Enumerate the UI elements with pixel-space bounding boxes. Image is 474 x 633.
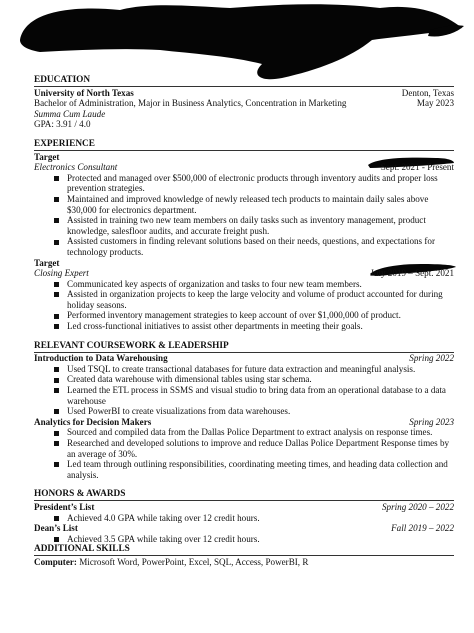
honor-row — [34, 502, 454, 513]
degree: Bachelor of Administration, Major in Business Analytics, Concentration in Marketing — [34, 98, 347, 109]
course-name: Introduction to Data Warehousing — [34, 353, 168, 364]
list-item: Maintained and improved knowledge of newly released tech products to maintain daily sales above $30,000 for electronics department. — [34, 194, 454, 215]
job-2 — [34, 258, 454, 332]
list-item: Created data warehouse with dimensional tables using star schema. — [34, 374, 454, 385]
list-item: Performed inventory management strategies to keep account of over $1,000,000 of product. — [34, 310, 454, 321]
school-name: University of North Texas — [34, 87, 134, 98]
list-item: Assisted in organization projects to keep the large velocity and volume of product accounted for during holiday seasons. — [34, 289, 454, 310]
list-item: Led cross-functional initiatives to assist other departments in meeting their goals. — [34, 321, 454, 332]
list-item: Achieved 4.0 GPA while taking over 12 credit hours. — [34, 513, 454, 524]
education-school-row — [34, 88, 454, 99]
course-term: Spring 2022 — [409, 353, 454, 364]
honor-bullets — [34, 534, 454, 545]
job-title: Electronics Consultant — [34, 162, 118, 173]
job-title-row — [34, 268, 454, 279]
job-dates: July 2019 – Sept. 2021 — [370, 268, 454, 279]
list-item: Researched and developed solutions to improve and reduce Dallas Police Department Response times by an average of 30%. — [34, 438, 454, 459]
list-item: Led team through outlining responsibilities, coordinating meeting times, and heading data collection and analysis. — [34, 459, 454, 480]
list-item: Protected and managed over $500,000 of electronic products through inventory audits and proper loss prevention strategies. — [34, 173, 454, 194]
skills-row — [34, 557, 454, 568]
course-2 — [34, 417, 454, 481]
education-degree-row — [34, 98, 454, 109]
course-term: Spring 2023 — [409, 416, 454, 427]
list-item: Achieved 3.5 GPA while taking over 12 credit hours. — [34, 534, 454, 545]
job-title-row — [34, 162, 454, 173]
job-company: Target — [34, 151, 60, 162]
course-name: Analytics for Decision Makers — [34, 416, 152, 427]
honor-name: President’s List — [34, 501, 95, 512]
list-item: Communicated key aspects of organization and tasks to four new team members. — [34, 279, 454, 290]
skills-label: Computer: — [34, 556, 77, 567]
honor-term: Spring 2020 – 2022 — [382, 501, 454, 512]
course-bullets — [34, 364, 454, 417]
school-location: Denton, Texas — [401, 87, 454, 98]
resume — [34, 75, 454, 568]
list-item: Assisted in training two new team members on daily tasks such as inventory management, product knowledge, salesfloor audits, and accurate freight push. — [34, 215, 454, 236]
honor-bullets — [34, 513, 454, 524]
course-1 — [34, 353, 454, 417]
list-item: Sourced and compiled data from the Dallas Police Department to extract analysis on response times. — [34, 427, 454, 438]
skills-value: Microsoft Word, PowerPoint, Excel, SQL, Access, PowerBI, R — [79, 556, 309, 567]
job-1 — [34, 152, 454, 258]
course-title-row — [34, 417, 454, 428]
course-title-row — [34, 353, 454, 364]
skills-heading: ADDITIONAL SKILLS — [34, 544, 454, 556]
list-item: Used TSQL to create transactional databases for future data extraction and meaningful analysis. — [34, 364, 454, 375]
job-bullets — [34, 279, 454, 332]
honor-row — [34, 523, 454, 534]
list-item: Assisted customers in finding relevant solutions based on their needs, questions, and expectations for technology products. — [34, 236, 454, 257]
job-dates: Sept. 2021 - Present — [380, 162, 454, 173]
job-bullets — [34, 173, 454, 258]
graduation-date: May 2023 — [416, 98, 454, 109]
job-title: Closing Expert — [34, 268, 89, 279]
list-item: Used PowerBI to create visualizations from data warehouses. — [34, 406, 454, 417]
coursework-heading: RELEVANT COURSEWORK & LEADERSHIP — [34, 341, 454, 353]
honor-name: Dean’s List — [34, 523, 78, 534]
honors-heading: HONORS & AWARDS — [34, 489, 454, 501]
experience-heading: EXPERIENCE — [34, 139, 454, 151]
honor-distinction: Summa Cum Laude — [34, 108, 106, 119]
honor-term: Fall 2019 – 2022 — [391, 523, 454, 534]
course-bullets — [34, 427, 454, 480]
job-company: Target — [34, 257, 60, 268]
list-item: Learned the ETL process in SSMS and visual studio to bring data from an operational database to a data warehouse — [34, 385, 454, 406]
gpa: GPA: 3.91 / 4.0 — [34, 119, 91, 130]
education-heading: EDUCATION — [34, 75, 454, 87]
